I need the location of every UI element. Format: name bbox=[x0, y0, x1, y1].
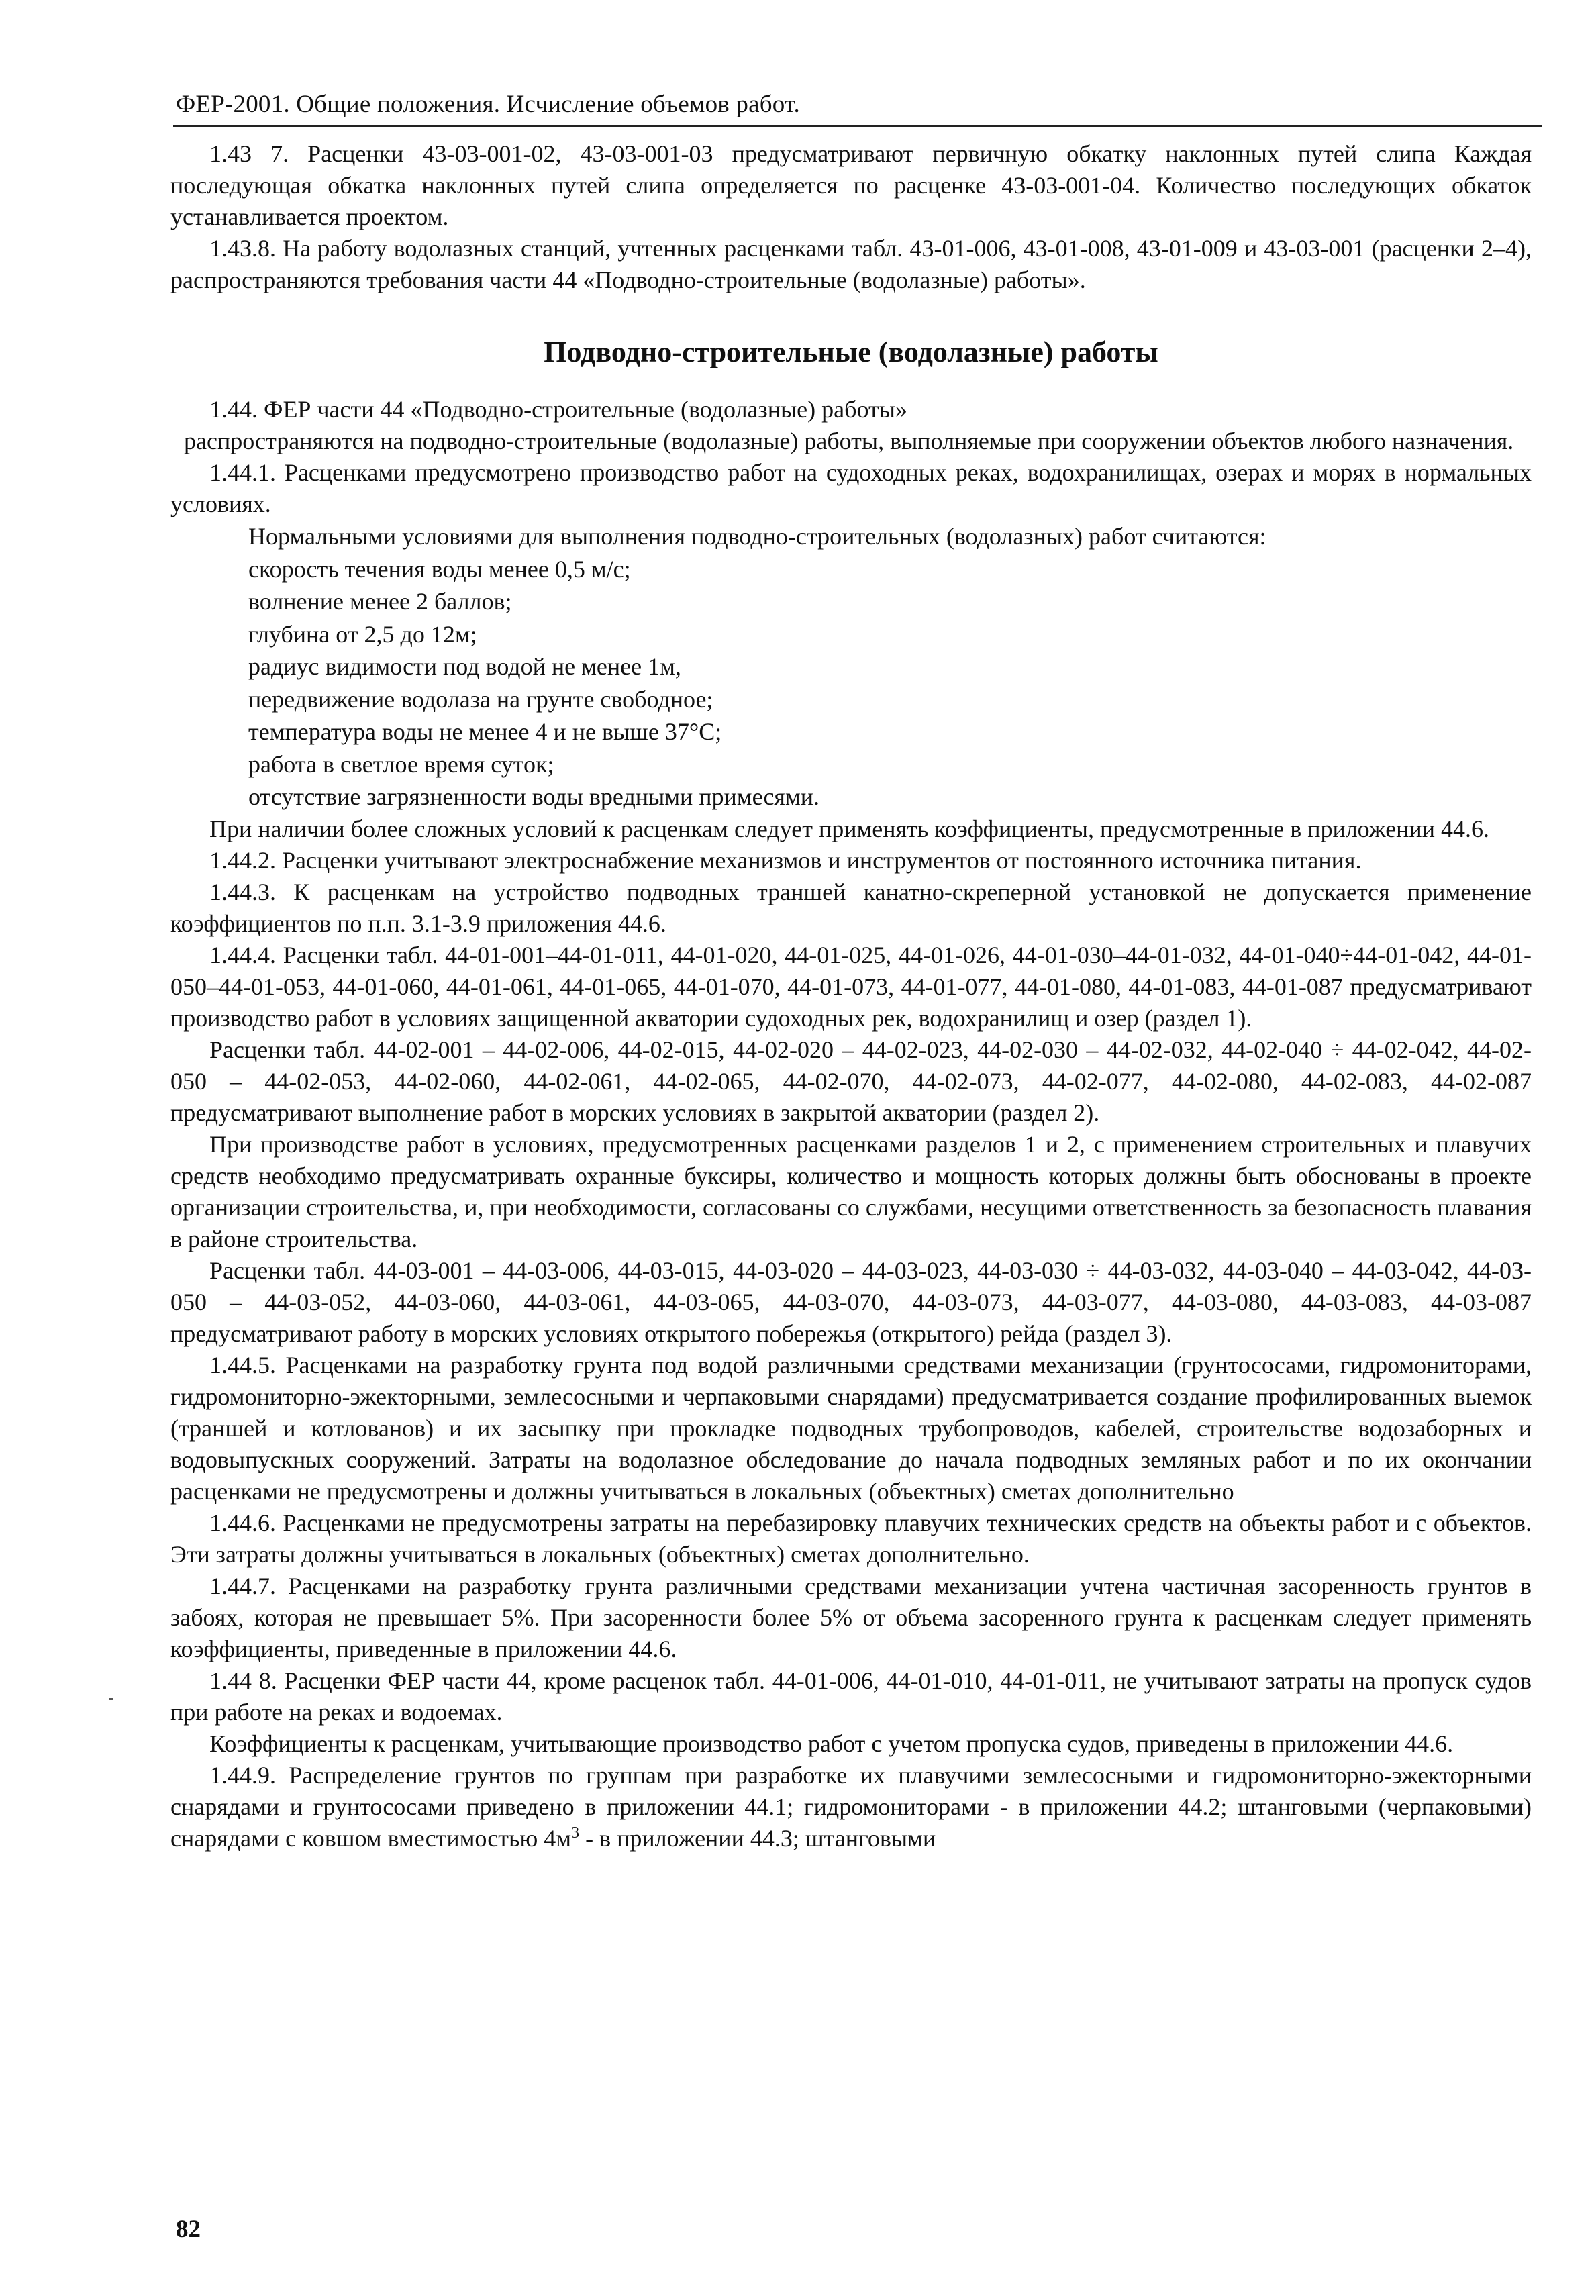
paragraph-1-44-1: 1.44.1. Расценками предусмотрено производство работ на судоходных реках, водохранилищах, озерах и морях в нормальных условиях. bbox=[170, 459, 1532, 517]
condition-item: температура воды не менее 4 и не выше 37°С; bbox=[248, 718, 722, 745]
paragraph-1-44-7: 1.44.7. Расценками на разработку грунта различными средствами механизации учтена частичная засоренность грунтов в забоях, которая не превышает 5%. При засоренности более 5% от объема засоренного грунта к расценкам следует применять коэффициенты, приведенные в приложении 44.6. bbox=[170, 1572, 1532, 1662]
section-heading: Подводно-строительные (водолазные) работы bbox=[544, 336, 1158, 368]
paragraph-1-44-body: распространяются на подводно-строительные (водолазные) работы, выполняемые при сооружении объектов любого назначения. bbox=[184, 428, 1514, 454]
paragraph-1-44-title: 1.44. ФЕР части 44 «Подводно-строительные (водолазные) работы» bbox=[209, 396, 907, 423]
paragraph-complex-conditions: При наличии более сложных условий к расценкам следует применять коэффициенты, предусмотренные в приложении 44.6. bbox=[209, 815, 1489, 842]
paragraph-1-44-4: 1.44.4. Расценки табл. 44-01-001–44-01-011, 44-01-020, 44-01-025, 44-01-026, 44-01-030–44-01-032, 44-01-040÷44-01-042, 44-01-050–44-01-053, 44-01-060, 44-01-061, 44-01-065, 44-01-070, 44-01-073, 44-01-077, 44-01-080, 44-01-083, 44-01-087 предусматривают производство работ в условиях защищенной акватории судоходных рек, водохранилищ и озер (раздел 1). bbox=[170, 941, 1532, 1032]
condition-item: радиус видимости под водой не менее 1м, bbox=[248, 653, 681, 680]
paragraph-1-44-9-tail: - в приложении 44.3; штанговыми bbox=[579, 1824, 936, 1852]
running-header: ФЕР-2001. Общие положения. Исчисление объемов работ. bbox=[176, 91, 800, 118]
paragraph-1-44-9-text: 1.44.9. Распределение грунтов по группам при разработке их плавучими землесосными и гидромониторно-эжекторными снарядами и грунтососами приведено в приложении 44.1; гидромониторами - в приложении 44.2; штанговыми (черпаковыми) снарядами с ковшом вместимостью 4м bbox=[170, 1761, 1532, 1852]
scan-margin-mark bbox=[109, 1698, 113, 1700]
condition-item: передвижение водолаза на грунте свободное; bbox=[248, 685, 713, 713]
document-body bbox=[170, 138, 1532, 1854]
paragraph-ship-coefficients: Коэффициенты к расценкам, учитывающие производство работ с учетом пропуска судов, приведены в приложении 44.6. bbox=[209, 1730, 1454, 1757]
condition-item: глубина от 2,5 до 12м; bbox=[248, 620, 477, 648]
condition-item: отсутствие загрязненности воды вредными примесями. bbox=[248, 783, 820, 810]
conditions-intro: Нормальными условиями для выполнения подводно-строительных (водолазных) работ считаются: bbox=[248, 523, 1266, 550]
paragraph-1-44-8: 1.44 8. Расценки ФЕР части 44, кроме расценок табл. 44-01-006, 44-01-010, 44-01-011, не учитывают затраты на пропуск судов при работе на реках и водоемах. bbox=[170, 1666, 1532, 1726]
paragraph-1-44-3: 1.44.3. К расценкам на устройство подводных траншей канатно-скреперной установкой не допускается применение коэффициентов по п.п. 3.1-3.9 приложения 44.6. bbox=[170, 878, 1532, 937]
page-number: 82 bbox=[176, 2215, 201, 2243]
condition-item: волнение менее 2 баллов; bbox=[248, 588, 512, 615]
header-rule bbox=[173, 125, 1542, 127]
paragraph-section-3-rates: Расценки табл. 44-03-001 – 44-03-006, 44-03-015, 44-03-020 – 44-03-023, 44-03-030 ÷ 44-03-032, 44-03-040 – 44-03-042, 44-03-050 – 44-03-052, 44-03-060, 44-03-061, 44-03-065, 44-03-070, 44-03-073, 44-03-077, 44-03-080, 44-03-083, 44-03-087 предусматривают работу в морских условиях открытого побережья (открытого) рейда (раздел 3). bbox=[170, 1256, 1532, 1347]
condition-item: работа в светлое время суток; bbox=[248, 750, 554, 778]
condition-item: скорость течения воды менее 0,5 м/с; bbox=[248, 555, 631, 583]
paragraph-tug-boats: При производстве работ в условиях, предусмотренных расценками разделов 1 и 2, с применением строительных и плавучих средств необходимо предусматривать охранные буксиры, количество и мощность которых должны быть обоснованы в проекте организации строительства, и, при необходимости, согласованы со службами, несущими ответственность за безопасность плавания в районе строительства. bbox=[170, 1130, 1532, 1252]
paragraph-1-44-6: 1.44.6. Расценками не предусмотрены затраты на перебазировку плавучих технических средств на объекты работ и с объектов. Эти затраты должны учитываться в локальных (объектных) сметах дополнительно. bbox=[170, 1509, 1532, 1568]
paragraph-1-44-9 bbox=[170, 1760, 1532, 1854]
paragraph-1-43-8: 1.43.8. На работу водолазных станций, учтенных расценками табл. 43-01-006, 43-01-008, 43-01-009 и 43-03-001 (расценки 2–4), распространяются требования части 44 «Подводно-строительные (водолазные) работы». bbox=[170, 235, 1532, 293]
paragraph-1-43-7: 1.43 7. Расценки 43-03-001-02, 43-03-001-03 предусматривают первичную обкатку наклонных путей слипа Каждая последующая обкатка наклонных путей слипа определяется по расценке 43-03-001-04. Количество последующих обкаток устанавливается проектом. bbox=[170, 140, 1532, 230]
paragraph-section-2-rates: Расценки табл. 44-02-001 – 44-02-006, 44-02-015, 44-02-020 – 44-02-023, 44-02-030 – 44-02-032, 44-02-040 ÷ 44-02-042, 44-02-050 – 44-02-053, 44-02-060, 44-02-061, 44-02-065, 44-02-070, 44-02-073, 44-02-077, 44-02-080, 44-02-083, 44-02-087 предусматривают выполнение работ в морских условиях в закрытой акватории (раздел 2). bbox=[170, 1036, 1532, 1126]
paragraph-1-44-2: 1.44.2. Расценки учитывают электроснабжение механизмов и инструментов от постоянного источника питания. bbox=[209, 846, 1362, 874]
paragraph-1-44-5: 1.44.5. Расценками на разработку грунта под водой различными средствами механизации (грунтососами, гидромониторами, гидромониторно-эжекторными, землесосными и черпаковыми снарядами) предусматривается создание профилированных выемок (траншей и котлованов) и их засыпку при прокладке подводных трубопроводов, кабелей, строительстве водозаборных и водовыпускных сооружений. Затраты на водолазное обследование до начала подводных земляных работ и по их окончании расценками не предусмотрены и должны учитываться в локальных (объектных) сметах дополнительно bbox=[170, 1351, 1532, 1505]
cubic-superscript: 3 bbox=[571, 1824, 580, 1842]
